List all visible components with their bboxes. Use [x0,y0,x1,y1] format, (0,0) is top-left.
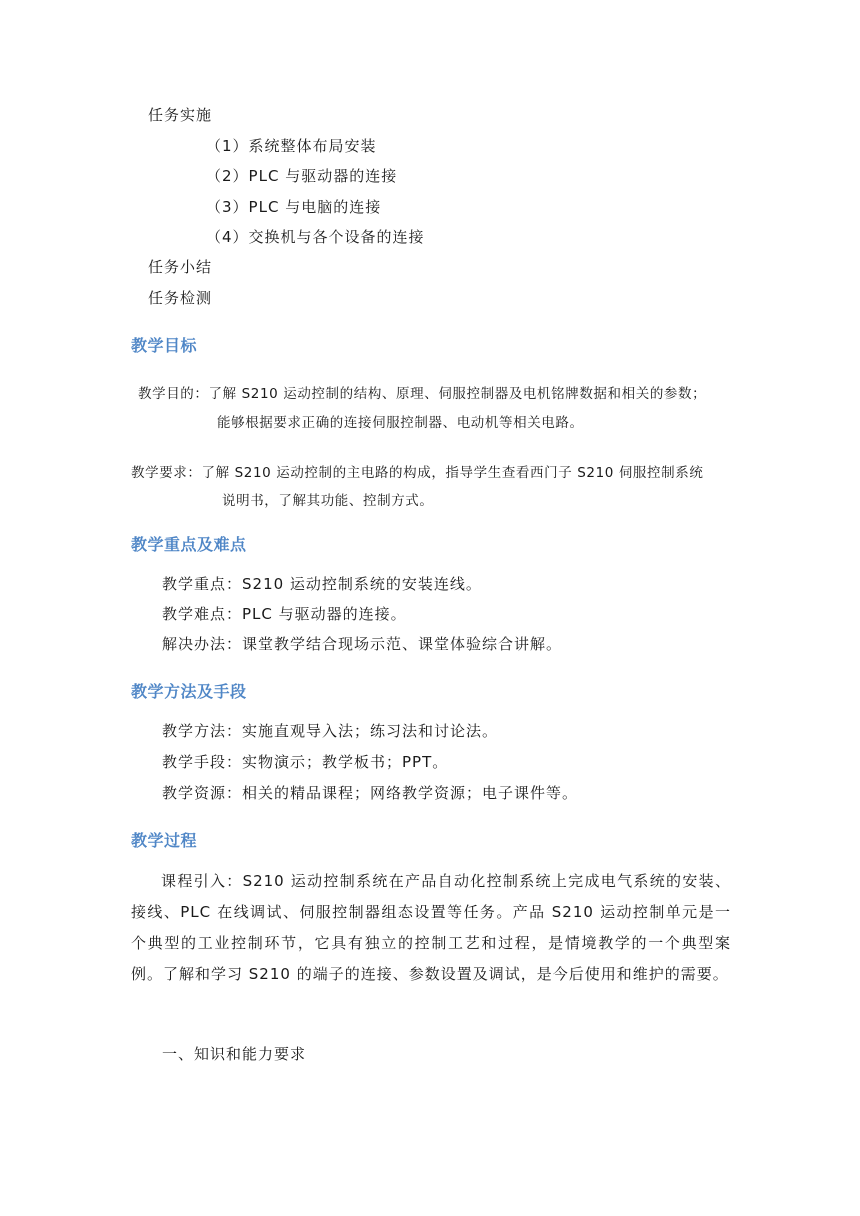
difficulty-point: 教学难点：PLC 与驱动器的连接。 [162,605,407,623]
task-impl-item-2: （2）PLC 与驱动器的连接 [206,167,398,185]
task-check: 任务检测 [148,289,213,307]
heading-teaching-goals: 教学目标 [131,336,198,355]
teaching-purpose-line-2: 能够根据要求正确的连接伺服控制器、电动机等相关电路。 [217,415,584,431]
teaching-requirement-line-2: 说明书，了解其功能、控制方式。 [222,493,434,509]
task-impl-title: 任务实施 [148,106,213,124]
teaching-resources: 教学资源：相关的精品课程；网络教学资源；电子课件等。 [162,784,579,802]
task-impl-item-1: （1）系统整体布局安装 [206,137,377,155]
solution: 解决办法：课堂教学结合现场示范、课堂体验综合讲解。 [162,635,563,653]
task-impl-item-4: （4）交换机与各个设备的连接 [206,228,425,246]
teaching-method: 教学方法：实施直观导入法；练习法和讨论法。 [162,722,499,740]
heading-key-points: 教学重点及难点 [131,535,247,554]
course-intro-paragraph: 课程引入：S210 运动控制系统在产品自动化控制系统上完成电气系统的安装、接线、PLC 在线调试、伺服控制器组态设置等任务。产品 S210 运动控制单元是一个典型的工业控制环节，它具有独立的控制工艺和过程，是情境教学的一个典型案例。了解和学习 S210 的端子的连接、参数设置及调试，是今后使用和维护的需要。 [131,872,731,983]
heading-process: 教学过程 [131,831,198,850]
task-summary: 任务小结 [148,258,213,276]
key-point: 教学重点：S210 运动控制系统的安装连线。 [162,575,482,593]
teaching-purpose-line-1: 教学目的：了解 S210 运动控制的结构、原理、伺服控制器及电机铭牌数据和相关的参数； [138,386,707,402]
heading-methods: 教学方法及手段 [131,682,247,701]
section-knowledge-ability: 一、知识和能力要求 [162,1045,307,1063]
task-impl-item-3: （3）PLC 与电脑的连接 [206,198,382,216]
teaching-means: 教学手段：实物演示；教学板书；PPT。 [162,753,449,771]
teaching-requirement-line-1: 教学要求：了解 S210 运动控制的主电路的构成，指导学生查看西门子 S210 伺服控制系统 [131,465,704,481]
